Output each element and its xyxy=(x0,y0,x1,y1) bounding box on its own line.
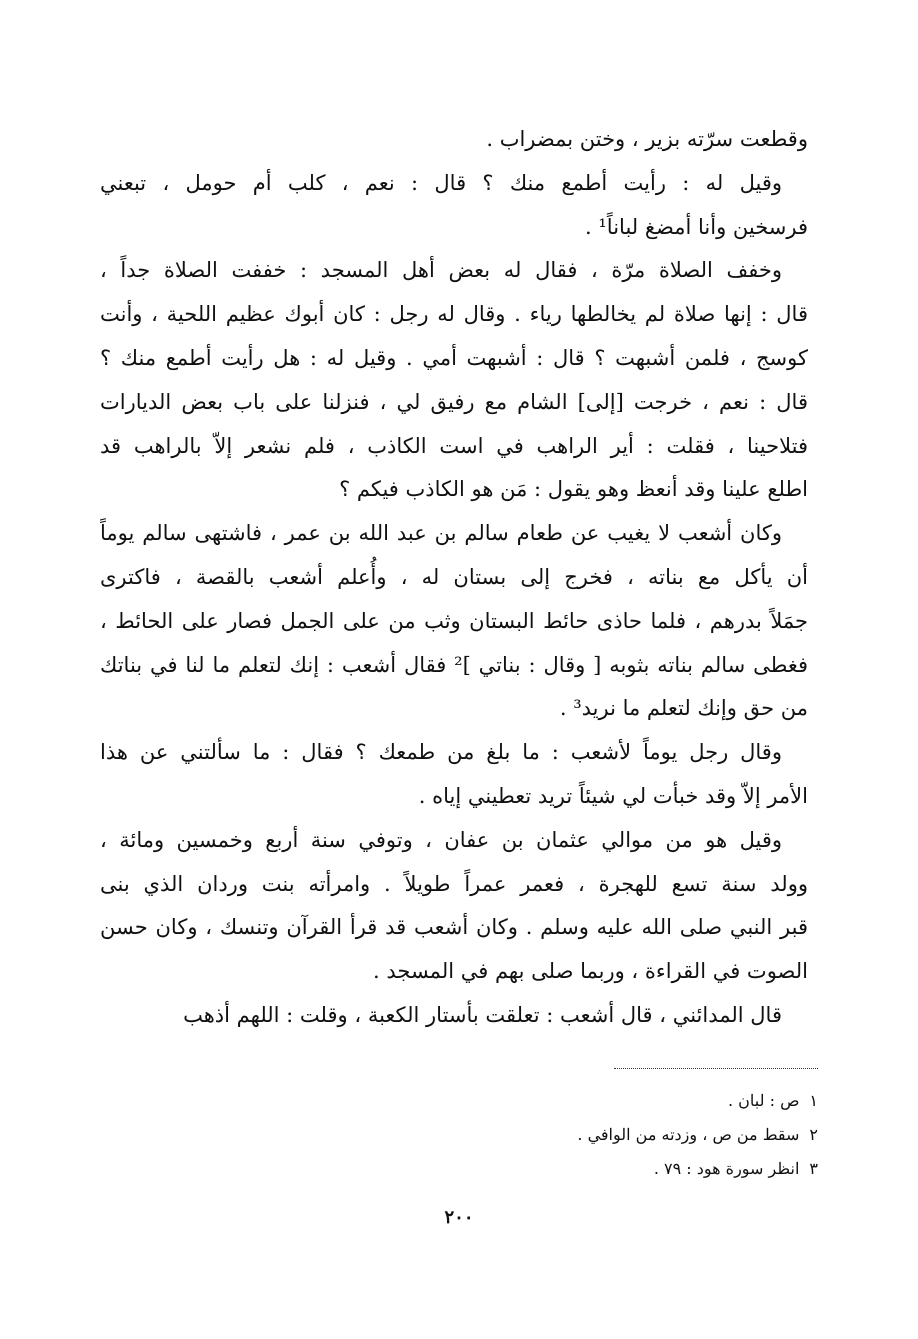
text-line: قبر النبي صلى الله عليه وسلم . وكان أشعب قد قرأ القرآن وتنسك ، وكان حسن xyxy=(100,915,808,940)
footnotes xyxy=(298,1084,818,1186)
text-line: الأمر إلاّ وقد خبأت لي شيئاً تريد تعطيني إياه . xyxy=(418,783,808,808)
main-text xyxy=(100,118,808,1038)
footnote xyxy=(298,1084,818,1118)
footnote xyxy=(298,1152,818,1186)
text-line: فرسخين وأنا أمضغ لباناً¹ . xyxy=(585,214,808,239)
footnote-text: ص : لبان . xyxy=(728,1091,800,1110)
footnote-number: ١ xyxy=(809,1091,818,1110)
text-line: فغطى سالم بناته بثوبه [ وقال : بناتي ]² فقال أشعب : إنك لتعلم ما لنا في بناتك xyxy=(100,652,808,677)
text-line: كوسج ، فلمن أشبهت ؟ قال : أشبهت أمي . وقيل له : هل رأيت أطمع منك ؟ xyxy=(100,345,808,370)
footnote-text: سقط من ص ، وزدته من الوافي . xyxy=(577,1125,800,1144)
text-line: وقيل هو من موالي عثمان بن عفان ، وتوفي سنة أربع وخمسين ومائة ، xyxy=(100,827,782,852)
text-line: وخفف الصلاة مرّة ، فقال له بعض أهل المسجد : خففت الصلاة جداً ، xyxy=(100,258,782,283)
page-number: ٢٠٠ xyxy=(444,1207,474,1228)
text-line: قال المدائني ، قال أشعب : تعلقت بأستار الكعبة ، وقلت : اللهم أذهب xyxy=(183,1002,782,1027)
text-line: قال : إنها صلاة لم يخالطها رياء . وقال له رجل : كان أبوك عظيم اللحية ، وأنت xyxy=(100,302,808,327)
text-line: وقطعت سرّته بزير ، وختن بمضراب . xyxy=(486,127,808,151)
text-line: اطلع علينا وقد أنعظ وهو يقول : مَن هو الكاذب فيكم ؟ xyxy=(339,477,808,502)
text-line: وولد سنة تسع للهجرة ، فعمر عمراً طويلاً . وامرأته بنت وردان الذي بنى xyxy=(100,871,808,896)
text-line: أن يأكل مع بناته ، فخرج إلى بستان له ، وأُعلم أشعب بالقصة ، فاكترى xyxy=(100,564,808,589)
text-line: قال : نعم ، خرجت [إلى] الشام مع رفيق لي ، فنزلنا على باب بعض الديارات xyxy=(100,389,808,414)
text-line: من حق وإنك لتعلم ما نريد³ . xyxy=(559,696,808,721)
text-line: فتلاحينا ، فقلت : أير الراهب في است الكاذب ، فلم نشعر إلاّ بالراهب قد xyxy=(100,433,808,458)
footnote-number: ٢ xyxy=(809,1125,818,1144)
footnote-divider xyxy=(614,1068,818,1069)
text-line: وكان أشعب لا يغيب عن طعام سالم بن عبد الله بن عمر ، فاشتهى سالم يوماً xyxy=(100,521,782,546)
footnote-number: ٣ xyxy=(809,1159,818,1178)
footnote-text: انظر سورة هود : ٧٩ . xyxy=(653,1159,800,1178)
text-line: وقال رجل يوماً لأشعب : ما بلغ من طمعك ؟ فقال : ما سألتني عن هذا xyxy=(100,740,782,765)
text-line: جمَلاً بدرهم ، فلما حاذى حائط البستان وثب من على الجمل فصار على الحائط ، xyxy=(100,608,808,633)
text-line: الصوت في القراءة ، وربما صلى بهم في المسجد . xyxy=(373,959,808,984)
text-line: وقيل له : رأيت أطمع منك ؟ قال : نعم ، كلب أم حومل ، تبعني xyxy=(100,170,782,195)
footnote xyxy=(298,1118,818,1152)
